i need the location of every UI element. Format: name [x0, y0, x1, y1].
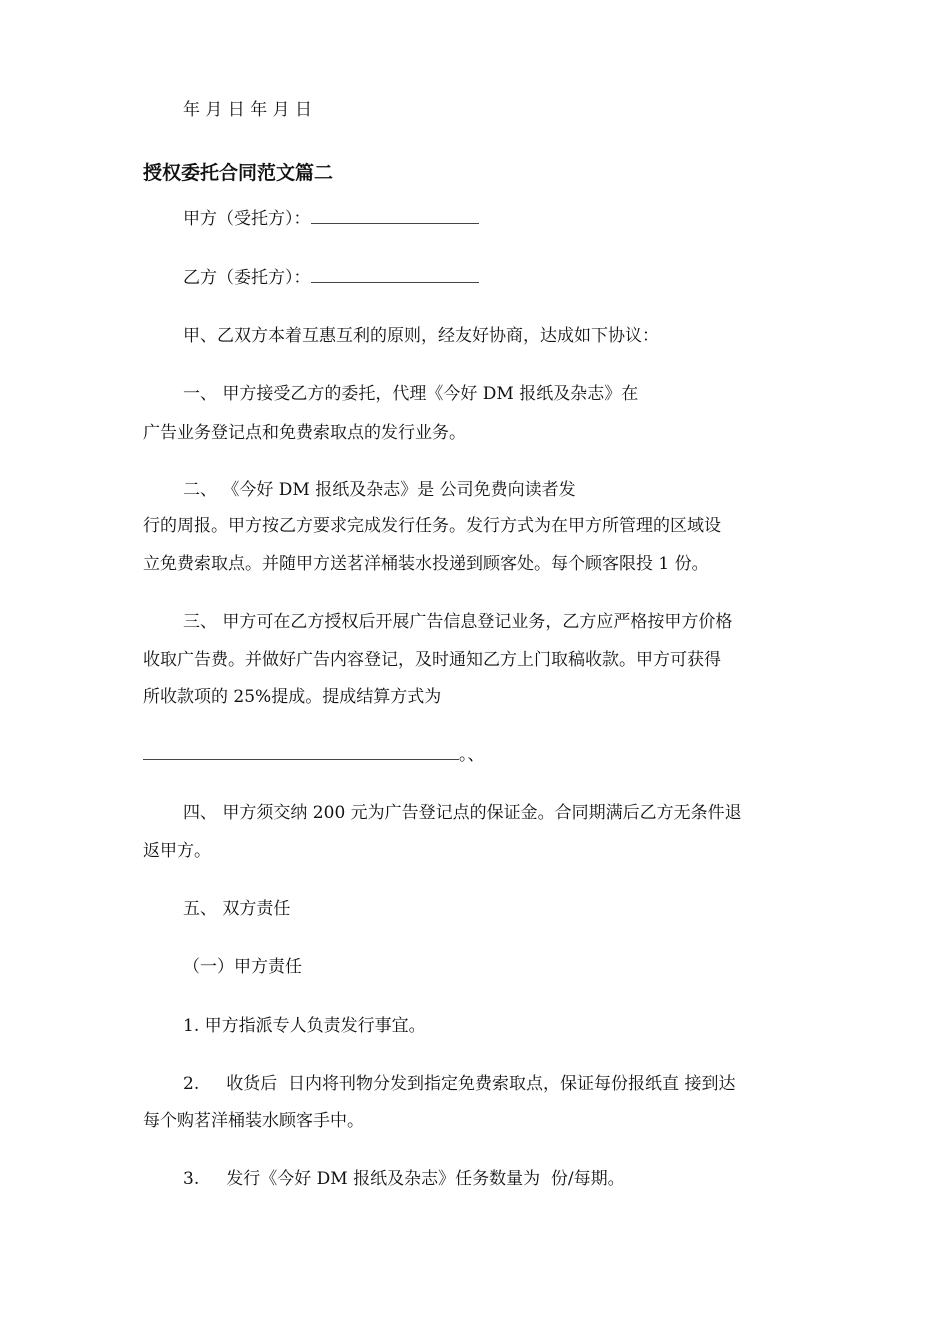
settlement-blank [143, 743, 459, 760]
clause-1-line-1: 一、 甲方接受乙方的委托，代理《今好 DM 报纸及杂志》在 [183, 384, 639, 404]
clause-3-line-2: 收取广告费。并做好广告内容登记，及时通知乙方上门取稿收款。甲方可获得 [143, 650, 721, 670]
clause-4-line-1: 四、 甲方须交纳 200 元为广告登记点的保证金。合同期满后乙方无条件退 [183, 803, 742, 823]
clause-1-line-2: 广告业务登记点和免费索取点的发行业务。 [143, 423, 466, 443]
item-2-line-1: 2. 收货后 日内将刊物分发到指定免费索取点，保证每份报纸直 接到达 [183, 1074, 736, 1094]
clause-4-line-2: 返甲方。 [143, 841, 211, 861]
clause-5-title: 五、 双方责任 [183, 899, 291, 919]
item-1: 1. 甲方指派专人负责发行事宜。 [183, 1016, 426, 1036]
party-b-blank [311, 266, 479, 283]
party-a-line [183, 207, 479, 231]
item-2-line-2: 每个购茗洋桶装水顾客手中。 [143, 1111, 364, 1131]
party-b-label: 乙方（委托方）： [183, 268, 311, 288]
party-b-line [183, 266, 479, 290]
sub-section-a: （一）甲方责任 [183, 957, 302, 977]
clause-3-blank-line [143, 743, 485, 767]
item-3: 3. 发行《今好 DM 报纸及杂志》任务数量为 份/每期。 [183, 1169, 625, 1189]
clause-3-line-3: 所收款项的 25%提成。提成结算方式为 [143, 687, 442, 707]
party-a-label: 甲方（受托方）： [183, 209, 311, 229]
clause-3-line-1: 三、 甲方可在乙方授权后开展广告信息登记业务，乙方应严格按甲方价格 [183, 612, 733, 632]
clause-3-end: 。、 [459, 745, 485, 765]
clause-2-line-2: 行的周报。甲方按乙方要求完成发行任务。发行方式为在甲方所管理的区域设 [143, 516, 721, 536]
section-heading: 授权委托合同范文篇二 [143, 162, 334, 184]
clause-2-line-1: 二、 《今好 DM 报纸及杂志》是 公司免费向读者发 [183, 480, 576, 500]
date-line: 年 月 日 年 月 日 [183, 100, 313, 120]
intro-paragraph: 甲、乙双方本着互惠互利的原则，经友好协商，达成如下协议： [183, 326, 659, 346]
party-a-blank [311, 207, 479, 224]
clause-2-line-3: 立免费索取点。并随甲方送茗洋桶装水投递到顾客处。每个顾客限投 1 份。 [143, 554, 709, 574]
